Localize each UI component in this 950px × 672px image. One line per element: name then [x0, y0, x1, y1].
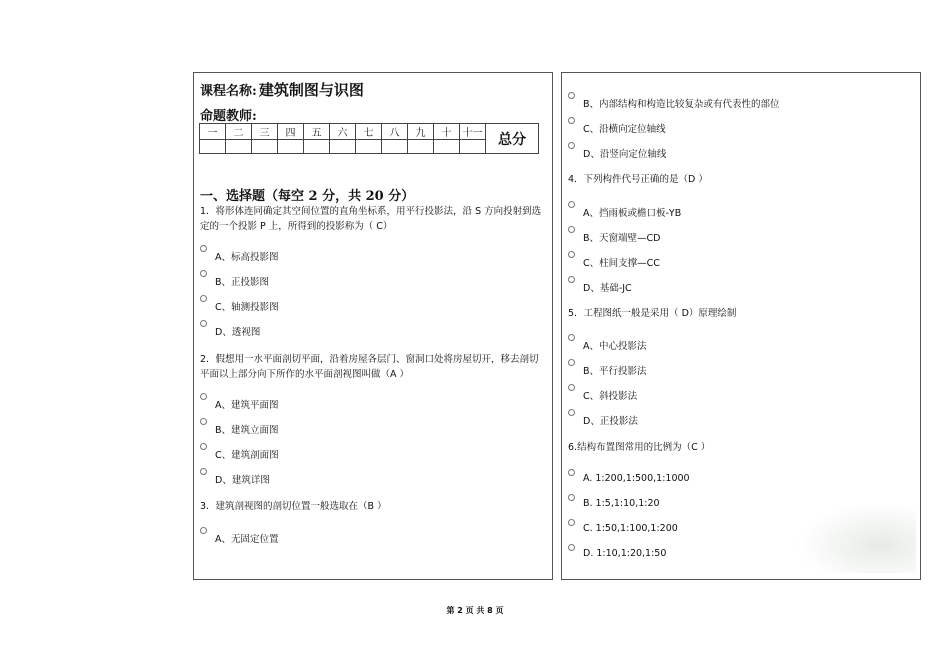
option-label: A、标高投影图 [215, 252, 279, 263]
option-label: A、无固定位置 [215, 534, 279, 545]
right-page-panel [561, 72, 921, 580]
section-title: 一、选择题（每空 2 分，共 20 分） [200, 189, 415, 204]
option-label: A、建筑平面图 [215, 400, 279, 411]
q4-option-b[interactable] [568, 230, 660, 244]
q2-option-a[interactable] [200, 397, 279, 411]
score-header: 一 [200, 124, 226, 140]
score-header: 五 [304, 124, 330, 140]
q1-option-a[interactable] [200, 249, 279, 263]
radio-icon[interactable] [200, 245, 207, 252]
radio-icon[interactable] [568, 276, 575, 283]
option-label: D、正投影法 [583, 416, 638, 427]
score-cell[interactable] [382, 140, 408, 154]
q2-option-c[interactable] [200, 447, 279, 461]
course-label: 课程名称: [200, 84, 257, 99]
score-header: 四 [278, 124, 304, 140]
q1-option-b[interactable] [200, 274, 269, 288]
radio-icon[interactable] [568, 544, 575, 551]
q3-option-c[interactable] [568, 121, 666, 135]
q5-option-a[interactable] [568, 338, 647, 352]
q6-option-d[interactable] [568, 548, 666, 559]
score-header: 七 [356, 124, 382, 140]
radio-icon[interactable] [568, 251, 575, 258]
score-header: 二 [226, 124, 252, 140]
score-cell[interactable] [434, 140, 460, 154]
radio-icon[interactable] [568, 469, 575, 476]
radio-icon[interactable] [200, 295, 207, 302]
score-cell[interactable] [278, 140, 304, 154]
question-6: 6.结构布置图常用的比例为（C ） [568, 442, 711, 453]
q3-option-d[interactable] [568, 146, 666, 160]
option-label: B、正投影图 [215, 277, 270, 288]
option-label: C. 1:50,1:100,1:200 [583, 523, 678, 534]
option-label: C、斜投影法 [583, 391, 638, 402]
radio-icon[interactable] [568, 519, 575, 526]
scan-smudge [796, 503, 916, 573]
score-cell[interactable] [252, 140, 278, 154]
score-cell[interactable] [304, 140, 330, 154]
q1-option-d[interactable] [200, 324, 260, 338]
option-label: D、建筑详图 [215, 475, 270, 486]
option-label: B. 1:5,1:10,1:20 [583, 498, 660, 509]
score-table [199, 123, 539, 154]
q4-option-a[interactable] [568, 205, 681, 219]
option-label: D、沿竖向定位轴线 [583, 149, 667, 160]
q3-option-b[interactable] [568, 96, 780, 110]
question-5: 5．工程图纸一般是采用（ D）原理绘制 [568, 308, 737, 319]
radio-icon[interactable] [568, 409, 575, 416]
radio-icon[interactable] [568, 226, 575, 233]
score-header: 十一 [460, 124, 486, 140]
score-cell[interactable] [460, 140, 486, 154]
q5-option-b[interactable] [568, 363, 647, 377]
score-header: 九 [408, 124, 434, 140]
radio-icon[interactable] [568, 92, 575, 99]
radio-icon[interactable] [568, 359, 575, 366]
option-label: B、内部结构和构造比较复杂或有代表性的部位 [583, 99, 780, 110]
option-label: A. 1:200,1:500,1:1000 [583, 473, 690, 484]
q5-option-d[interactable] [568, 413, 638, 427]
option-label: B、天窗端壁—CD [583, 233, 661, 244]
q5-option-c[interactable] [568, 388, 637, 402]
option-label: A、挡雨板或檐口板-YB [583, 208, 682, 219]
q2-option-b[interactable] [200, 422, 279, 436]
question-2: 2．假想用一水平面剖切平面，沿着房屋各层门、窗洞口处将房屋切开，移去剖切平面以上部分向下所作的水平面剖视图叫做（A ） [200, 354, 539, 380]
q6-option-a[interactable] [568, 473, 690, 484]
score-cell[interactable] [356, 140, 382, 154]
score-cell[interactable] [330, 140, 356, 154]
radio-icon[interactable] [568, 201, 575, 208]
option-label: C、柱间支撑—CC [583, 258, 660, 269]
q4-option-d[interactable] [568, 280, 632, 294]
q2-option-d[interactable] [200, 472, 270, 486]
page-number: 第 2 页 共 8 页 [446, 606, 504, 615]
score-header: 三 [252, 124, 278, 140]
radio-icon[interactable] [568, 384, 575, 391]
q1-option-c[interactable] [200, 299, 279, 313]
score-cell[interactable] [226, 140, 252, 154]
radio-icon[interactable] [200, 320, 207, 327]
radio-icon[interactable] [568, 494, 575, 501]
left-page-panel [193, 72, 553, 580]
score-cell[interactable] [408, 140, 434, 154]
option-label: A、中心投影法 [583, 341, 647, 352]
option-label: B、建筑立面图 [215, 425, 279, 436]
radio-icon[interactable] [200, 270, 207, 277]
score-header: 八 [382, 124, 408, 140]
radio-icon[interactable] [200, 418, 207, 425]
option-label: B、平行投影法 [583, 366, 647, 377]
score-header-row [200, 124, 539, 140]
score-header: 十 [434, 124, 460, 140]
radio-icon[interactable] [200, 527, 207, 534]
option-label: C、建筑剖面图 [215, 450, 279, 461]
radio-icon[interactable] [200, 443, 207, 450]
teacher-label: 命题教师: [200, 109, 257, 124]
radio-icon[interactable] [200, 393, 207, 400]
score-total-header: 总分 [486, 124, 539, 154]
q3-option-a[interactable] [200, 531, 279, 545]
course-name-line [200, 79, 364, 100]
course-name: 建筑制图与识图 [258, 81, 364, 99]
radio-icon[interactable] [568, 334, 575, 341]
option-label: D、透视图 [215, 327, 261, 338]
score-header: 六 [330, 124, 356, 140]
option-label: C、沿横向定位轴线 [583, 124, 666, 135]
option-label: D、基础-JC [583, 283, 632, 294]
score-cell[interactable] [200, 140, 226, 154]
radio-icon[interactable] [568, 117, 575, 124]
question-4: 4．下列构件代号正确的是（D ） [568, 174, 708, 185]
radio-icon[interactable] [568, 142, 575, 149]
q4-option-c[interactable] [568, 255, 660, 269]
q6-option-c[interactable] [568, 523, 678, 534]
radio-icon[interactable] [200, 468, 207, 475]
q6-option-b[interactable] [568, 498, 660, 509]
question-1: 1．将形体连同确定其空间位置的直角坐标系，用平行投影法，沿 S 方向投射到选定的一个投影 P 上，所得到的投影称为（ C） [200, 206, 542, 232]
question-3: 3．建筑剖视图的剖切位置一般选取在（B ） [200, 501, 387, 512]
option-label: C、轴测投影图 [215, 302, 279, 313]
option-label: D. 1:10,1:20,1:50 [583, 548, 667, 559]
